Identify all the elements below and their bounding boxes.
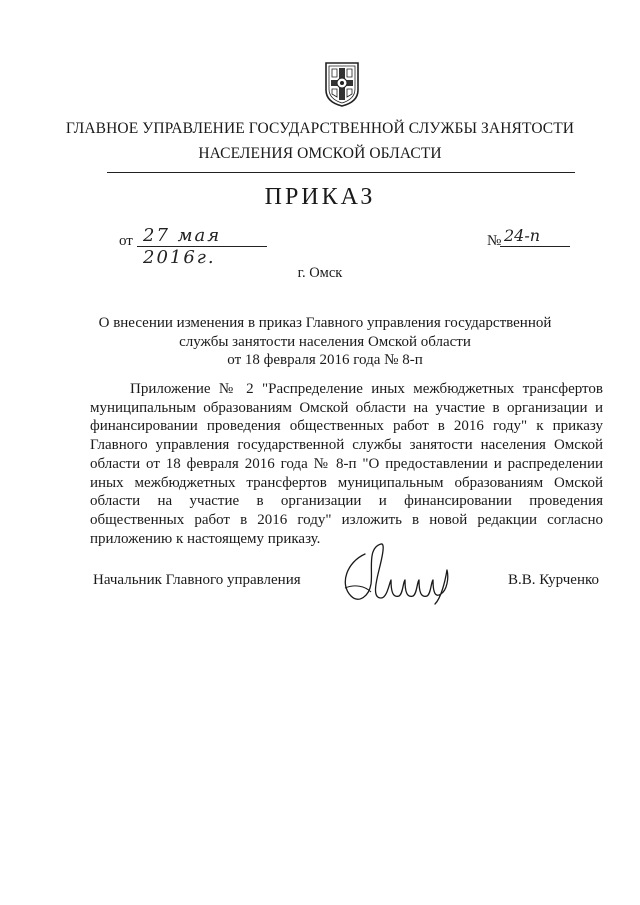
number-prefix: №	[487, 233, 502, 249]
body-line: общественных работ в 2016 году" изложить в новой редакции согласно	[90, 511, 603, 528]
body-line: области на участие в организации и финансировании проведения	[90, 493, 603, 510]
date-prefix: от	[119, 233, 133, 249]
header-divider	[107, 172, 575, 173]
document-title: ПРИКАЗ	[264, 184, 376, 210]
body-line: муниципальным образованиям Омской области на участие в организации и	[90, 399, 603, 416]
subject-line: от 18 февраля 2016 года № 8-п	[227, 352, 423, 368]
signatory-position: Начальник Главного управления	[93, 572, 301, 588]
body-line: иных межбюджетных трансфертов муниципальным образованиям Омской	[90, 474, 603, 491]
document-subject	[90, 314, 560, 370]
body-line: Главного управления государственной службы занятости населения Омской	[90, 437, 603, 454]
organization-name-line1: ГЛАВНОЕ УПРАВЛЕНИЕ ГОСУДАРСТВЕННОЙ СЛУЖБЫ ЗАНЯТОСТИ	[65, 120, 575, 137]
organization-name-line2: НАСЕЛЕНИЯ ОМСКОЙ ОБЛАСТИ	[198, 145, 442, 162]
body-line: области от 18 февраля 2016 года № 8-п "О предоставлении и распределении	[90, 455, 603, 472]
body-line: Приложение № 2 "Распределение иных межбюджетных трансфертов	[130, 381, 603, 397]
subject-line: О внесении изменения в приказ Главного управления государственной	[98, 315, 552, 331]
body-line: финансировании проведения общественных работ в 2016 году" к приказу	[90, 418, 603, 435]
coat-of-arms-icon	[323, 60, 361, 108]
body-line: приложению к настоящему приказу.	[90, 530, 321, 547]
handwritten-signature-icon	[325, 540, 465, 610]
document-date: 27 мая 2016г.	[137, 225, 267, 247]
document-body	[90, 380, 603, 548]
signatory-name: В.В. Курченко	[508, 572, 600, 588]
document-number: 24-п	[500, 225, 570, 247]
subject-line: службы занятости населения Омской области	[179, 333, 471, 350]
city: г. Омск	[297, 265, 343, 281]
